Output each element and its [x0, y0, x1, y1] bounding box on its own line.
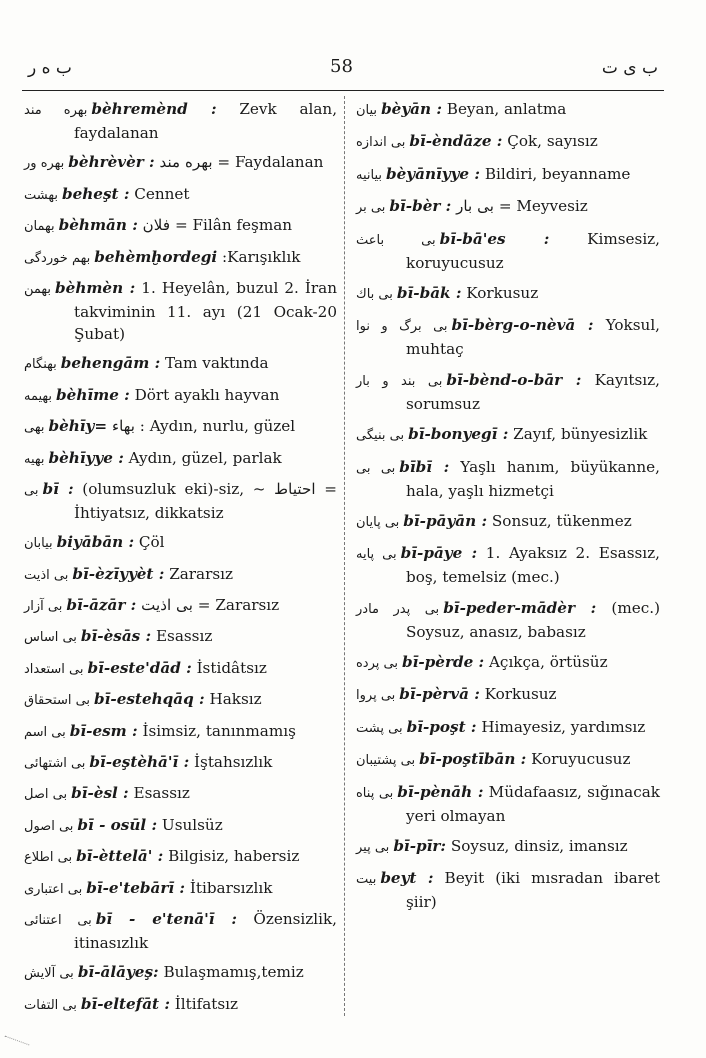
entry-definition: Zararsız — [169, 564, 234, 583]
entry-transliteration: bī-èttelā' : — [76, 847, 164, 866]
entry-transliteration: bèhīyye : — [48, 448, 124, 467]
entry-definition: فلان = Filân feşman — [142, 216, 293, 235]
dictionary-entry — [356, 228, 660, 274]
dictionary-entry — [24, 183, 337, 207]
page-header — [0, 52, 706, 82]
dictionary-entry — [356, 683, 660, 707]
entry-definition: Sonsuz, tükenmez — [491, 511, 632, 530]
entry-transliteration: bī-ālāyeş: — [77, 963, 159, 982]
entry-transliteration: bī-èndāze : — [409, 132, 503, 151]
entry-arabic-script: بهيمه — [24, 388, 53, 404]
entry-transliteration: bèhmān : — [58, 216, 138, 235]
dictionary-entry — [24, 751, 337, 775]
entry-arabic-script: بى اعتبارى — [24, 881, 83, 897]
left-column — [24, 98, 337, 1024]
dictionary-entry — [24, 563, 337, 587]
entry-transliteration: bèhmèn : — [55, 278, 136, 297]
entry-transliteration: bī-estehqāq : — [94, 690, 205, 709]
entry-definition: Çöl — [138, 533, 165, 552]
right-column — [356, 98, 660, 922]
dictionary-entry — [24, 214, 337, 238]
entry-transliteration: bī-esm : — [69, 721, 138, 740]
entry-definition: Bildiri, beyanname — [484, 164, 631, 183]
entry-transliteration: beheşt : — [61, 184, 130, 203]
entry-transliteration: bī-pāye : — [400, 544, 478, 563]
entry-arabic-script: بى پرده — [356, 656, 398, 672]
dictionary-entry — [24, 814, 337, 838]
entry-transliteration: bī - e'tenā'ī : — [95, 909, 237, 928]
entry-arabic-script: بى پدر مادر — [356, 601, 440, 617]
entry-arabic-script: بى اساس — [24, 630, 77, 646]
entry-arabic-script: بهره ور — [24, 156, 65, 172]
entry-arabic-script: بهنگام — [24, 357, 57, 373]
dictionary-entry — [24, 782, 337, 806]
entry-definition: Bilgisiz, habersiz — [168, 847, 300, 866]
entry-arabic-script: بيان — [356, 103, 378, 118]
entry-definition: Beyan, anlatma — [446, 100, 567, 118]
entry-definition: Özensizlik, itinasızlık — [74, 909, 337, 952]
entry-arabic-script: بى اشتهائى — [24, 756, 86, 772]
dictionary-entry — [24, 845, 337, 869]
entry-definition: Açıkça, örtüsüz — [488, 653, 608, 672]
entry-transliteration: bī - osūl : — [77, 815, 158, 834]
dictionary-entry — [356, 98, 660, 122]
entry-definition: (olumsuzluk eki)-siz, ~ احتياط = İhtiyatsız, dikkatsiz — [74, 479, 337, 522]
entry-arabic-script: بى پايان — [356, 514, 400, 530]
entry-arabic-script: بى پير — [356, 840, 390, 856]
header-rule — [22, 90, 664, 91]
entry-arabic-script: بى اطلاع — [24, 850, 73, 866]
entry-definition: Aydın, güzel, parlak — [128, 448, 282, 467]
entry-definition: Bulaşmamış,temiz — [163, 963, 304, 982]
entry-transliteration: biyābān : — [56, 533, 135, 552]
column-divider — [344, 96, 345, 1016]
entry-arabic-script: بى اذيت — [24, 567, 69, 583]
entry-definition: :Karışıklık — [221, 247, 301, 266]
entry-arabic-script: بى برگ و نوا — [356, 319, 448, 335]
entry-transliteration: beyt : — [380, 869, 434, 888]
entry-transliteration: bī-bèr : — [389, 197, 452, 216]
entry-arabic-script: بهى — [24, 420, 45, 436]
entry-transliteration: bī-eştèhā'ī : — [89, 753, 190, 772]
dictionary-entry — [356, 748, 660, 772]
dictionary-entry — [356, 781, 660, 827]
entry-transliteration: bī-bāk : — [396, 283, 462, 302]
dictionary-entry — [24, 478, 337, 524]
entry-transliteration: bī-bèrg-o-nèvā : — [451, 316, 594, 335]
entry-arabic-script: بى — [24, 482, 39, 498]
entry-arabic-script: بى باك — [356, 286, 393, 302]
corner-mark — [5, 1036, 30, 1046]
entry-arabic-script: بى اصل — [24, 787, 68, 803]
dictionary-entry — [24, 657, 337, 681]
entry-transliteration: bī-pīr: — [393, 837, 447, 856]
entry-transliteration: bī-eltefāt : — [80, 994, 170, 1013]
entry-arabic-script: بيانيه — [356, 167, 383, 183]
entry-definition: Usulsüz — [161, 815, 223, 834]
entry-transliteration: bī-èzīyyèt : — [72, 564, 165, 583]
entry-arabic-script: بهيه — [24, 451, 45, 467]
entry-arabic-script: بى پناه — [356, 785, 394, 801]
dictionary-entry — [356, 282, 660, 306]
entry-transliteration: bībī : — [399, 457, 450, 476]
entry-transliteration: bī-èsl : — [71, 784, 129, 803]
dictionary-entry — [356, 597, 660, 643]
dictionary-entry — [356, 423, 660, 447]
entry-arabic-script: بى بنيگى — [356, 428, 405, 444]
dictionary-entry — [356, 716, 660, 740]
dictionary-entry — [356, 195, 660, 219]
entry-transliteration: bī-pèrvā : — [399, 685, 480, 704]
entry-definition: بهاء : Aydın, nurlu, güzel — [111, 417, 296, 436]
entry-definition: Kayıtsız, sorumsuz — [406, 370, 660, 413]
entry-definition: İtibarsızlık — [189, 878, 273, 897]
entry-definition: Korkusuz — [484, 685, 557, 704]
entry-definition: Cennet — [134, 184, 190, 203]
entry-definition: Korkusuz — [466, 283, 539, 302]
dictionary-entry — [24, 447, 337, 471]
entry-definition: İsimsiz, tanınmamış — [142, 721, 296, 740]
entry-definition: İltifatsız — [174, 994, 239, 1013]
entry-definition: 1. Ayaksız 2. Esassız, boş, temelsiz (mec.) — [406, 544, 660, 587]
entry-arabic-script: بيت — [356, 872, 377, 888]
entry-transliteration: bī-pèrde : — [401, 653, 485, 672]
entry-definition: Çok, sayısız — [507, 132, 598, 151]
entry-transliteration: bī-āzār : — [66, 596, 137, 615]
dictionary-entry — [24, 625, 337, 649]
entry-arabic-script: بهشت — [24, 187, 58, 203]
dictionary-entry — [24, 993, 337, 1017]
page-number: 58 — [330, 56, 353, 77]
entry-definition: Zevk alan, faydalanan — [74, 100, 338, 142]
entry-arabic-script: بيابان — [24, 536, 53, 552]
entry-definition: Esassız — [133, 784, 190, 803]
entry-definition: Müdafaasız, sığınacak yeri olmayan — [406, 782, 661, 825]
dictionary-entry — [356, 163, 660, 187]
entry-definition: İstidâtsız — [196, 658, 267, 677]
entry-definition: Yoksul, muhtaç — [406, 316, 660, 359]
dictionary-entry — [24, 877, 337, 901]
entry-arabic-script: بى پايه — [356, 547, 397, 563]
entry-arabic-script: بى اسم — [24, 724, 66, 740]
entry-definition: Zayıf, bünyesizlik — [513, 425, 648, 444]
entry-transliteration: bī-pāyān : — [403, 511, 488, 530]
entry-definition: Tam vaktında — [165, 354, 269, 373]
entry-definition: بى اذيت = Zararsız — [141, 596, 280, 615]
entry-definition: Soysuz, dinsiz, imansız — [450, 837, 628, 856]
entry-definition: (mec.) Soysuz, anasız, babasız — [406, 598, 660, 641]
entry-arabic-script: بى پروا — [356, 688, 396, 704]
entry-arabic-script: بى استحقاق — [24, 693, 91, 709]
entry-transliteration: bī-èsās : — [80, 627, 152, 646]
entry-transliteration: bèhīy= — [48, 417, 108, 436]
dictionary-entry — [24, 688, 337, 712]
entry-arabic-script: بى بى — [356, 460, 396, 476]
entry-arabic-script: بهمن — [24, 281, 52, 297]
entry-transliteration: bèyānīyye : — [386, 164, 480, 183]
entry-definition: Koruyucusuz — [531, 750, 631, 769]
entry-definition: Haksız — [209, 690, 262, 709]
dictionary-entry — [24, 352, 337, 376]
entry-transliteration: bī-bonyegī : — [408, 425, 509, 444]
entry-transliteration: bèhrèvèr : — [68, 153, 155, 172]
entry-arabic-script: بى آلايش — [24, 966, 74, 982]
entry-transliteration: bī-peder-mādèr : — [443, 598, 597, 617]
dictionary-entry — [24, 961, 337, 985]
dictionary-entry — [24, 246, 337, 270]
entry-transliteration: behèmḫordegi — [94, 247, 218, 266]
entry-transliteration: bī : — [42, 479, 74, 498]
entry-arabic-script: بى اندازه — [356, 135, 406, 151]
entry-transliteration: bèhremènd : — [91, 100, 217, 118]
entry-arabic-script: بى بند و بار — [356, 373, 443, 389]
header-right-letters: ب ى ت — [601, 58, 658, 78]
entry-definition: Kimsesiz, koruyucusuz — [406, 229, 661, 272]
entry-arabic-script: بى التفات — [24, 997, 77, 1013]
entry-transliteration: bèhīme : — [56, 385, 130, 404]
entry-transliteration: behengām : — [60, 354, 161, 373]
entry-definition: Yaşlı hanım, büyükanne, hala, yaşlı hizmetçi — [406, 457, 660, 500]
dictionary-entry — [356, 651, 660, 675]
dictionary-entry — [356, 456, 660, 502]
dictionary-entry — [356, 369, 660, 415]
entry-arabic-script: بى اعتنائى — [24, 912, 92, 928]
entry-arabic-script: بهره مند — [24, 103, 88, 118]
entry-transliteration: bī-bènd-o-bār : — [446, 370, 582, 389]
entry-arabic-script: بى اصول — [24, 818, 74, 834]
entry-definition: بهره مند = Faydalanan — [159, 153, 324, 172]
entry-arabic-script: بى پشت — [356, 720, 403, 736]
dictionary-entry — [356, 835, 660, 859]
entry-arabic-script: بى آزار — [24, 599, 63, 615]
entry-arabic-script: بى باعث — [356, 232, 436, 248]
dictionary-entry — [24, 277, 337, 345]
entry-arabic-script: بهمان — [24, 219, 55, 235]
entry-transliteration: bī-pènāh : — [397, 782, 484, 801]
dictionary-entry — [24, 415, 337, 439]
dictionary-entry — [24, 384, 337, 408]
entry-arabic-script: بهم خوردگی — [24, 250, 91, 266]
entry-definition: Himayesiz, yardımsız — [481, 717, 646, 736]
dictionary-entry — [356, 510, 660, 534]
entry-definition: Esassız — [155, 627, 213, 646]
entry-definition: Dört ayaklı hayvan — [134, 385, 280, 404]
dictionary-entry — [24, 531, 337, 555]
entry-definition: بى بار = Meyvesiz — [456, 197, 588, 216]
entry-arabic-script: بى استعداد — [24, 661, 84, 677]
entry-transliteration: bī-bā'es : — [439, 229, 550, 248]
entry-arabic-script: بى بر — [356, 200, 386, 216]
entry-transliteration: bèyān : — [381, 100, 442, 118]
entry-definition: 1. Heyelân, buzul 2. İran takviminin 11. ayı (21 Ocak-20 Şubat) — [74, 278, 338, 343]
entry-transliteration: bī-poşt : — [406, 717, 477, 736]
entry-transliteration: bī-e'tebārī : — [86, 878, 186, 897]
entry-transliteration: bī-poştībān : — [419, 750, 527, 769]
dictionary-entry — [24, 908, 337, 954]
dictionary-entry — [24, 151, 337, 175]
entry-definition: Beyit (iki mısradan ibaret şiir) — [406, 869, 660, 912]
dictionary-entry — [24, 720, 337, 744]
dictionary-entry — [356, 314, 660, 360]
entry-transliteration: bī-este'dād : — [87, 658, 192, 677]
header-left-letters: ب ه ر — [28, 58, 72, 78]
dictionary-entry — [356, 867, 660, 913]
dictionary-entry — [356, 130, 660, 154]
entry-definition: İştahsızlık — [194, 753, 273, 772]
dictionary-entry — [24, 98, 337, 144]
dictionary-entry — [356, 542, 660, 588]
entry-arabic-script: بى پشتيبان — [356, 753, 416, 769]
dictionary-entry — [24, 594, 337, 618]
